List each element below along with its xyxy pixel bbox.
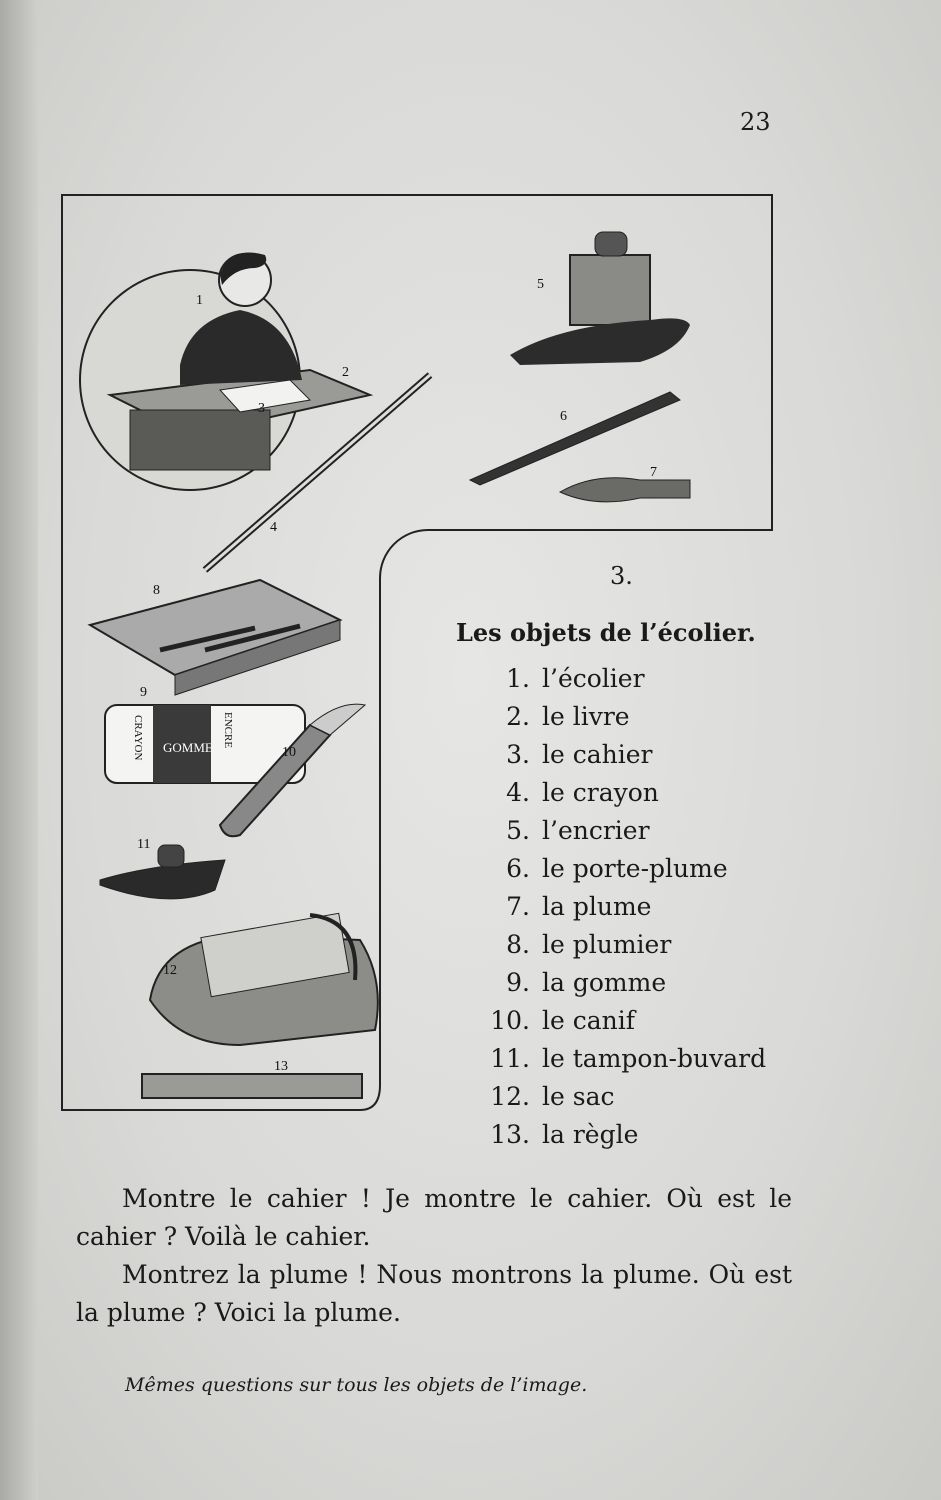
figure-label-4: 4	[270, 520, 277, 535]
vocabulary-word: le crayon	[542, 778, 659, 807]
vocabulary-word: le plumier	[542, 930, 672, 959]
vocabulary-number: 3.	[506, 740, 530, 769]
desk-front	[130, 410, 270, 470]
vocabulary-number: 2.	[506, 702, 530, 731]
vocabulary-number: 11.	[490, 1044, 530, 1073]
vocabulary-number: 6.	[506, 854, 530, 883]
vocabulary-word: le livre	[542, 702, 630, 731]
vocabulary-item	[470, 1116, 766, 1154]
figure-label-10: 10	[282, 745, 296, 760]
vocabulary-word: le canif	[542, 1006, 635, 1035]
vocabulary-word: le sac	[542, 1082, 615, 1111]
vocabulary-item	[470, 698, 766, 736]
vocabulary-item	[470, 964, 766, 1002]
figure-label-7: 7	[650, 465, 657, 480]
pencil-case-drawing	[90, 580, 340, 675]
vocabulary-item	[470, 774, 766, 812]
vocabulary-word: la gomme	[542, 968, 667, 997]
vocabulary-item	[470, 660, 766, 698]
eraser-encre-label: ENCRE	[222, 712, 234, 749]
vocabulary-word: l’encrier	[542, 816, 650, 845]
penholder-drawing	[470, 392, 680, 485]
figure-label-2: 2	[342, 365, 349, 380]
figure-label-11: 11	[137, 837, 151, 852]
vocabulary-number: 4.	[506, 778, 530, 807]
vocabulary-word: la plume	[542, 892, 652, 921]
vocabulary-item	[470, 812, 766, 850]
exercise-paragraph-2: Montrez la plume ! Nous montrons la plume. Où est la plume ? Voici la plume.	[76, 1260, 792, 1327]
vocabulary-number: 12.	[490, 1082, 530, 1111]
vocabulary-list	[470, 660, 766, 1154]
vocabulary-word: le tampon-buvard	[542, 1044, 767, 1073]
vocabulary-item	[470, 1078, 766, 1116]
figure-label-12: 12	[163, 963, 177, 978]
vocabulary-word: l’écolier	[542, 664, 645, 693]
vocabulary-word: le cahier	[542, 740, 653, 769]
figure-label-13: 13	[274, 1059, 288, 1074]
vocabulary-item	[470, 736, 766, 774]
lesson-title: Les objets de l’écolier.	[456, 618, 756, 647]
figure-label-3: 3	[258, 401, 265, 416]
vocabulary-number: 5.	[506, 816, 530, 845]
vocabulary-item	[470, 1002, 766, 1040]
ruler-drawing	[142, 1074, 362, 1098]
nib-drawing	[560, 478, 690, 502]
vocabulary-item	[470, 926, 766, 964]
inkwell-drawing	[570, 255, 650, 325]
vocabulary-number: 13.	[490, 1120, 530, 1149]
exercise-paragraph-1: Montre le cahier ! Je montre le cahier. Où est le cahier ? Voilà le cahier.	[76, 1184, 792, 1251]
eraser-crayon-label: CRAYON	[132, 715, 144, 761]
lesson-number: 3.	[610, 562, 633, 590]
page-number: 23	[740, 108, 771, 136]
vocabulary-item	[470, 850, 766, 888]
vocabulary-item	[470, 888, 766, 926]
figure-label-5: 5	[537, 277, 544, 292]
vocabulary-number: 8.	[506, 930, 530, 959]
vocabulary-number: 10.	[490, 1006, 530, 1035]
footnote-instruction: Mêmes questions sur tous les objets de l’image.	[125, 1374, 588, 1396]
vocabulary-word: la règle	[542, 1120, 639, 1149]
eraser-gomme-label: GOMME	[163, 740, 213, 755]
figure-label-9: 9	[140, 685, 147, 700]
vocabulary-number: 7.	[506, 892, 530, 921]
vocabulary-item	[470, 1040, 766, 1078]
vocabulary-number: 9.	[506, 968, 530, 997]
figure-label-1: 1	[196, 293, 203, 308]
vocabulary-word: le porte-plume	[542, 854, 728, 883]
page-gutter-shadow	[0, 0, 38, 1500]
vocabulary-number: 1.	[506, 664, 530, 693]
figure-label-8: 8	[153, 583, 160, 598]
figure-label-6: 6	[560, 409, 567, 424]
